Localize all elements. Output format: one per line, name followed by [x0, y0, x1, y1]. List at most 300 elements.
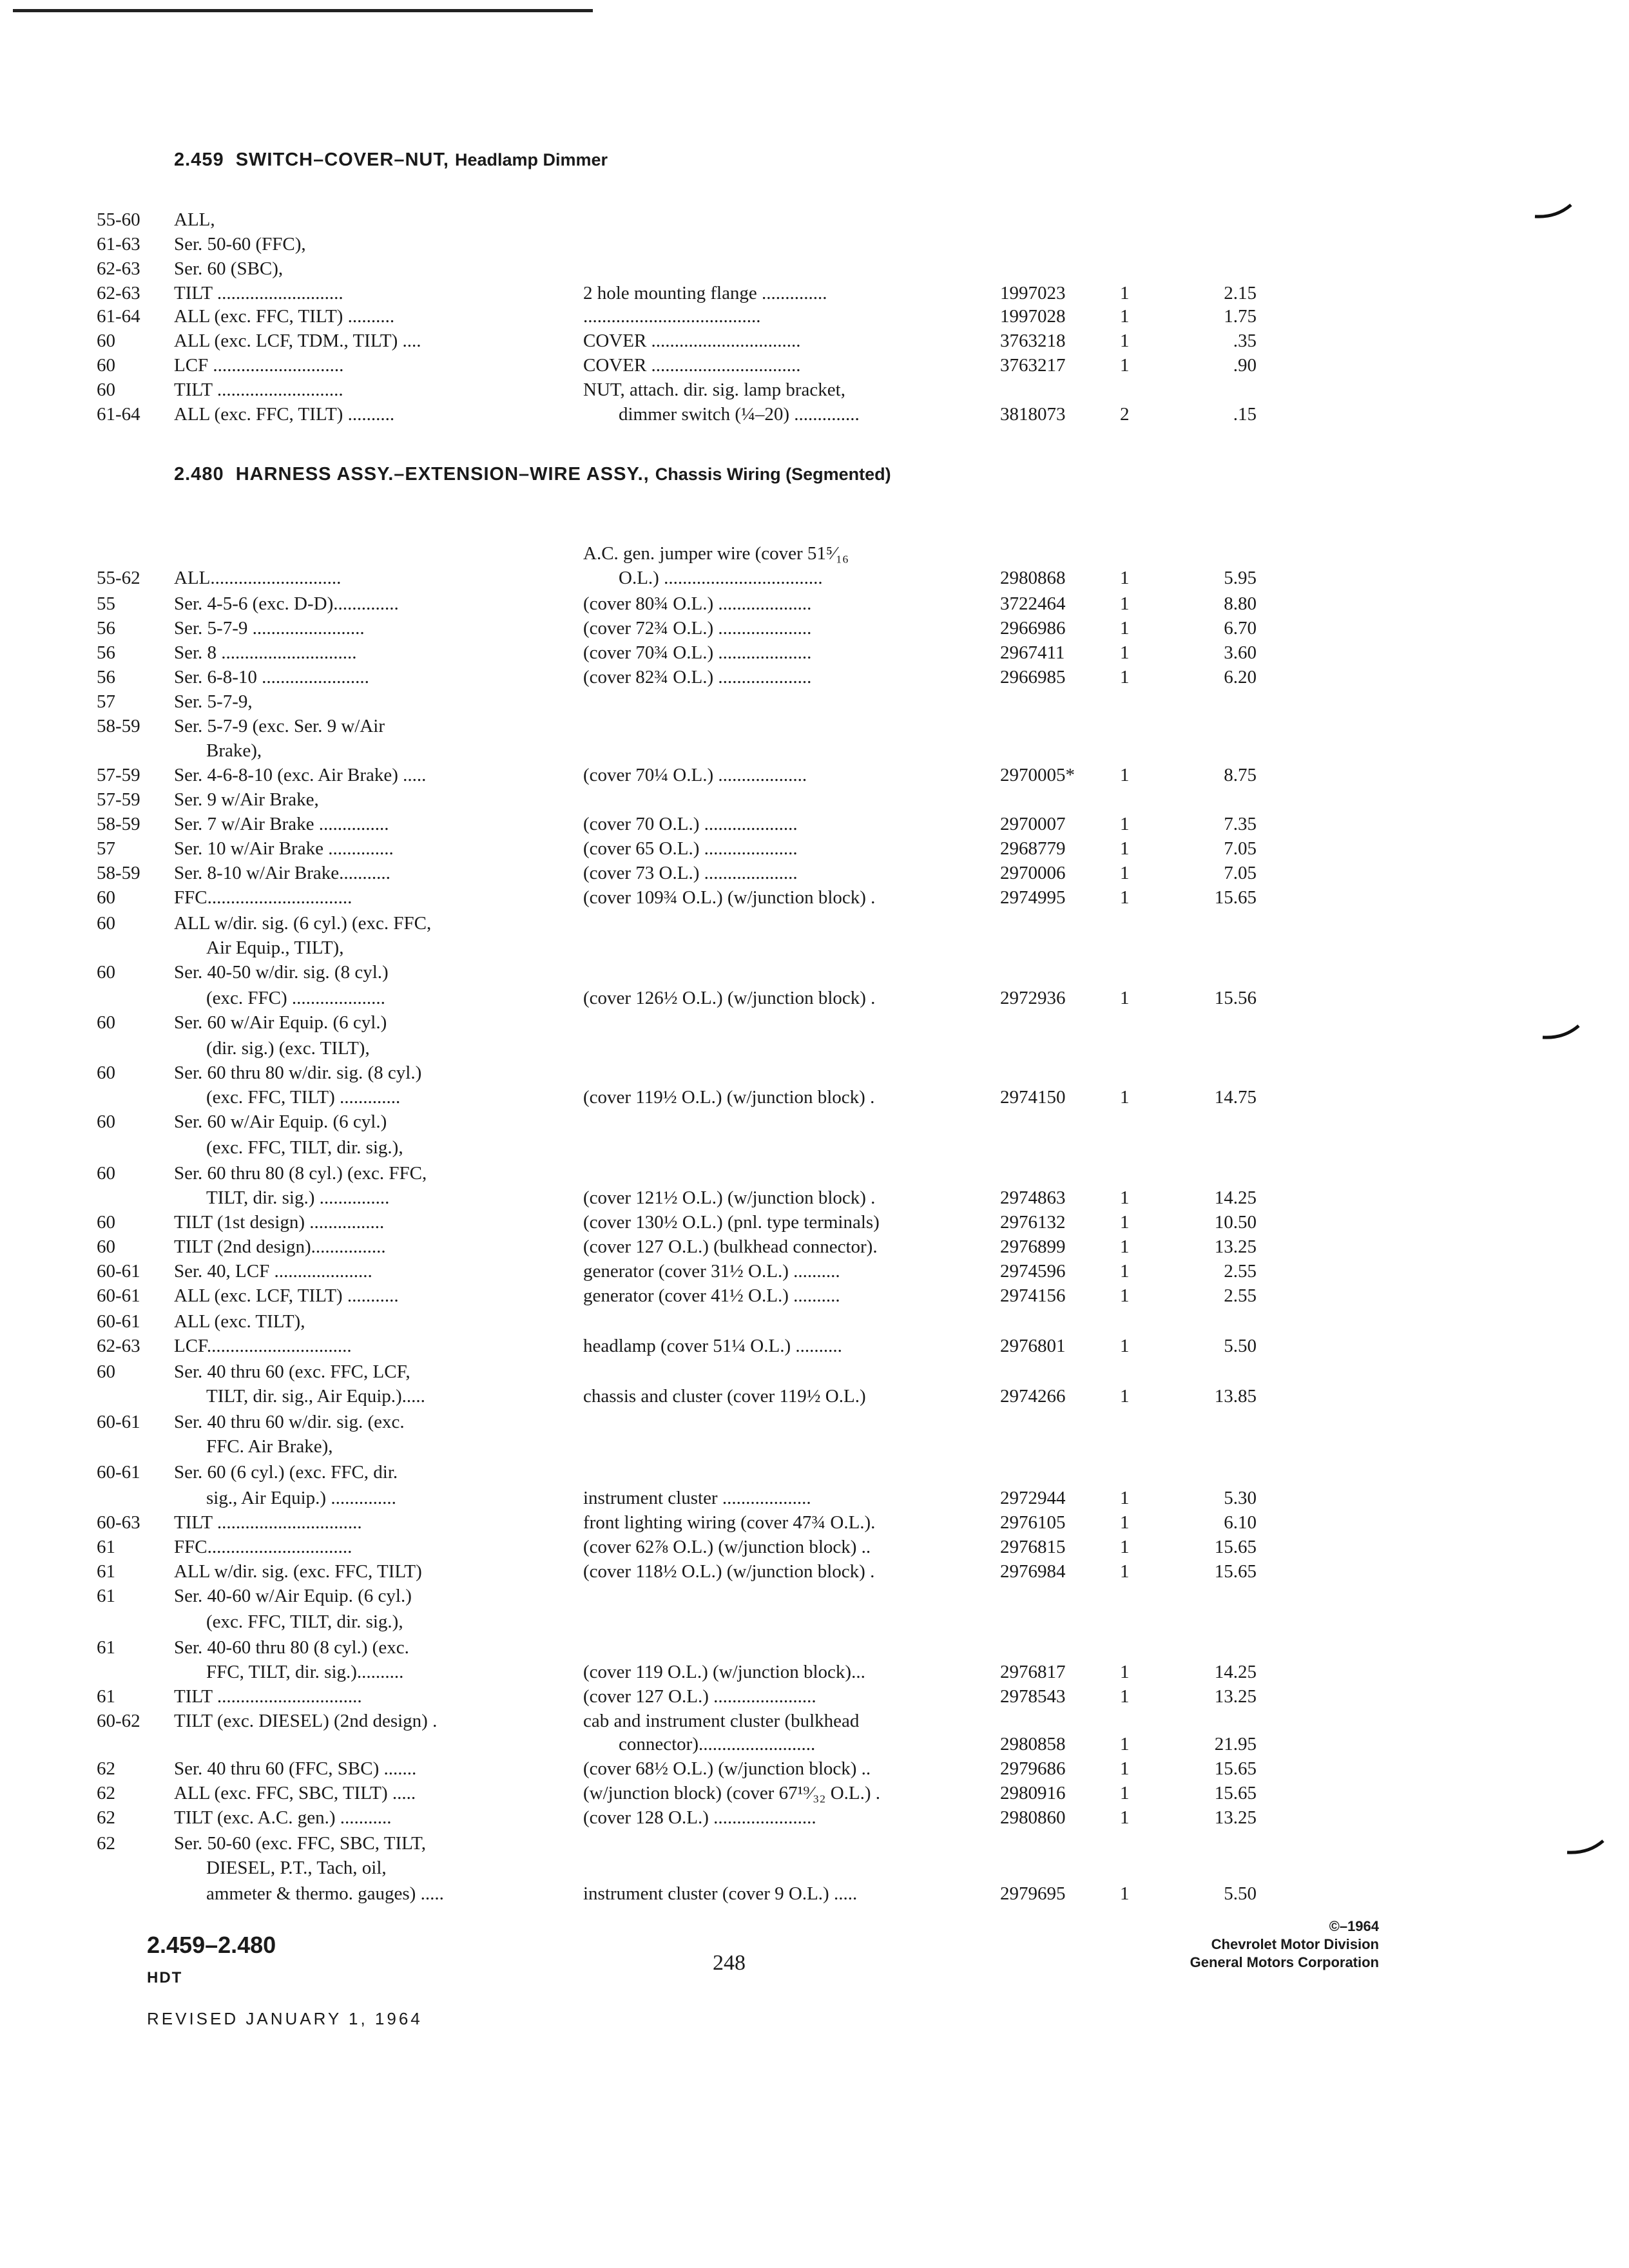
price-cell: 2.55 — [1224, 1285, 1257, 1306]
application-cell: Ser. 40 thru 60 w/dir. sig. (exc. — [174, 1412, 405, 1432]
table-row — [0, 1135, 1629, 1160]
description-cell: headlamp (cover 51¼ O.L.) .......... — [583, 1336, 842, 1356]
description-cell: (cover 126½ O.L.) (w/junction block) . — [583, 988, 876, 1008]
part-number-cell: 2980860 — [1000, 1807, 1066, 1828]
application-cell: FFC, TILT, dir. sig.).......... — [206, 1662, 404, 1682]
section-title: SWITCH–COVER–NUT, — [235, 149, 449, 170]
part-number-cell: 2979695 — [1000, 1883, 1066, 1904]
description-cell: chassis and cluster (cover 119½ O.L.) — [583, 1386, 866, 1407]
model-years-cell: 60 — [97, 1111, 115, 1132]
description-cell: dimmer switch (¼–20) .............. — [619, 404, 860, 425]
model-years-cell: 55-60 — [97, 209, 140, 230]
description-cell: (cover 127 O.L.) (bulkhead connector). — [583, 1236, 878, 1257]
application-cell: LCF ............................ — [174, 355, 344, 376]
part-number-cell: 2976132 — [1000, 1212, 1066, 1233]
description-cell: COVER ................................ — [583, 355, 801, 376]
model-years-cell: 60 — [97, 1212, 115, 1233]
price-cell: 13.25 — [1214, 1236, 1257, 1257]
model-years-cell: 58-59 — [97, 716, 140, 736]
application-cell: Ser. 40-50 w/dir. sig. (8 cyl.) — [174, 962, 389, 983]
table-row — [0, 353, 1629, 378]
model-years-cell: 57-59 — [97, 789, 140, 810]
price-cell: .35 — [1233, 331, 1257, 351]
model-years-cell: 61 — [97, 1686, 115, 1707]
application-cell: Ser. 50-60 (exc. FFC, SBC, TILT, — [174, 1833, 426, 1854]
footer-division-code: HDT — [147, 1969, 183, 1986]
application-cell: ALL (exc. TILT), — [174, 1311, 305, 1332]
application-cell: Air Equip., TILT), — [206, 937, 344, 958]
model-years-cell: 62 — [97, 1833, 115, 1854]
table-row — [0, 1161, 1629, 1186]
model-years-cell: 57 — [97, 691, 115, 712]
application-cell: Ser. 50-60 (FFC), — [174, 234, 306, 255]
quantity-cell: 1 — [1120, 1537, 1130, 1557]
model-years-cell: 58-59 — [97, 814, 140, 834]
application-cell: FFC............................... — [174, 887, 352, 908]
application-cell: ALL (exc. LCF, TDM., TILT) .... — [174, 331, 421, 351]
description-cell: (cover 80¾ O.L.) .................... — [583, 593, 812, 614]
quantity-cell: 1 — [1120, 618, 1130, 639]
section-heading — [174, 464, 891, 485]
description-cell: (cover 65 O.L.) .................... — [583, 838, 798, 859]
description-cell: (cover 82¾ O.L.) .................... — [583, 667, 812, 687]
application-cell: Ser. 40, LCF ..................... — [174, 1261, 372, 1282]
quantity-cell: 1 — [1120, 1807, 1130, 1828]
description-cell: instrument cluster (cover 9 O.L.) ..... — [583, 1883, 858, 1904]
quantity-cell: 1 — [1120, 283, 1130, 303]
price-cell: 1.75 — [1224, 306, 1257, 327]
table-row — [0, 566, 1629, 590]
table-row — [0, 1610, 1629, 1634]
model-years-cell: 60-61 — [97, 1285, 140, 1306]
table-row — [0, 986, 1629, 1010]
quantity-cell: 1 — [1120, 814, 1130, 834]
table-row — [0, 1781, 1629, 1805]
table-row — [0, 689, 1629, 714]
model-years-cell: 62-63 — [97, 258, 140, 279]
table-row — [0, 402, 1629, 427]
model-years-cell: 56 — [97, 618, 115, 639]
table-row — [0, 1559, 1629, 1584]
description-cell: cab and instrument cluster (bulkhead — [583, 1711, 860, 1731]
table-row — [0, 1684, 1629, 1709]
application-cell: ALL w/dir. sig. (6 cyl.) (exc. FFC, — [174, 913, 432, 934]
application-cell: Ser. 8 ............................. — [174, 642, 357, 663]
part-number-cell: 2979686 — [1000, 1758, 1066, 1779]
model-years-cell: 62 — [97, 1807, 115, 1828]
model-years-cell: 60 — [97, 1163, 115, 1184]
application-cell: Brake), — [206, 740, 262, 761]
part-number-cell: 2968779 — [1000, 838, 1066, 859]
model-years-cell: 60-61 — [97, 1412, 140, 1432]
table-row — [0, 1434, 1629, 1459]
part-number-cell: 2976801 — [1000, 1336, 1066, 1356]
description-cell: front lighting wiring (cover 47¾ O.L.). — [583, 1512, 876, 1533]
quantity-cell: 1 — [1120, 1662, 1130, 1682]
division-name: Chevrolet Motor Division — [1211, 1936, 1379, 1952]
table-row — [0, 1283, 1629, 1308]
description-cell: (cover 127 O.L.) ...................... — [583, 1686, 816, 1707]
part-number-cell: 2974266 — [1000, 1386, 1066, 1407]
model-years-cell: 61 — [97, 1537, 115, 1557]
copyright-block — [1095, 1917, 1379, 1972]
table-row — [0, 591, 1629, 616]
model-years-cell: 61-63 — [97, 234, 140, 255]
quantity-cell: 1 — [1120, 988, 1130, 1008]
price-cell: 13.25 — [1214, 1686, 1257, 1707]
application-cell: Ser. 7 w/Air Brake ............... — [174, 814, 389, 834]
section-heading — [174, 149, 608, 171]
table-row — [0, 1831, 1629, 1856]
part-number-cell: 2976984 — [1000, 1561, 1066, 1582]
table-row — [0, 1334, 1629, 1358]
application-cell: FFC. Air Brake), — [206, 1436, 333, 1457]
application-cell: DIESEL, P.T., Tach, oil, — [206, 1858, 387, 1878]
table-row — [0, 1186, 1629, 1210]
application-cell: Ser. 60 (6 cyl.) (exc. FFC, dir. — [174, 1462, 398, 1483]
table-row — [0, 812, 1629, 836]
part-number-cell: 1997028 — [1000, 306, 1066, 327]
section-number: 2.480 — [174, 464, 224, 485]
quantity-cell: 1 — [1120, 1488, 1130, 1508]
table-row — [0, 665, 1629, 689]
application-cell: (dir. sig.) (exc. TILT), — [206, 1038, 370, 1059]
application-cell: (exc. FFC, TILT) ............. — [206, 1087, 401, 1108]
application-cell: Ser. 40 thru 60 (FFC, SBC) ....... — [174, 1758, 417, 1779]
description-cell: generator (cover 31½ O.L.) .......... — [583, 1261, 840, 1282]
description-cell: (cover 73 O.L.) .................... — [583, 863, 798, 883]
part-number-cell: 2980858 — [1000, 1734, 1066, 1754]
application-cell: ALL............................ — [174, 568, 342, 588]
description-cell: ...................................... — [583, 306, 761, 327]
table-row — [0, 1709, 1629, 1733]
description-cell: NUT, attach. dir. sig. lamp bracket, — [583, 380, 845, 400]
model-years-cell: 62 — [97, 1758, 115, 1779]
application-cell: sig., Air Equip.) .............. — [206, 1488, 396, 1508]
part-number-cell: 3763217 — [1000, 355, 1066, 376]
price-cell: 15.65 — [1214, 1758, 1257, 1779]
price-cell: 5.30 — [1224, 1488, 1257, 1508]
model-years-cell: 60-61 — [97, 1311, 140, 1332]
model-years-cell: 61-64 — [97, 306, 140, 327]
application-cell: Ser. 60 thru 80 (8 cyl.) (exc. FFC, — [174, 1163, 427, 1184]
footer-revised-date: REVISED JANUARY 1, 1964 — [147, 2009, 423, 2028]
table-row — [0, 1856, 1629, 1880]
section-subtitle: Chassis Wiring (Segmented) — [655, 465, 891, 484]
part-number-cell: 2976105 — [1000, 1512, 1066, 1533]
section-number: 2.459 — [174, 149, 224, 170]
quantity-cell: 1 — [1120, 1336, 1130, 1356]
quantity-cell: 1 — [1120, 1386, 1130, 1407]
application-cell: Ser. 6-8-10 ....................... — [174, 667, 369, 687]
description-cell: (cover 119 O.L.) (w/junction block)... — [583, 1662, 865, 1682]
application-cell: FFC............................... — [174, 1537, 352, 1557]
table-row — [0, 1660, 1629, 1684]
table-row — [0, 1881, 1629, 1906]
price-cell: 15.65 — [1214, 1537, 1257, 1557]
price-cell: .90 — [1233, 355, 1257, 376]
price-cell: 10.50 — [1214, 1212, 1257, 1233]
description-cell: instrument cluster ................... — [583, 1488, 811, 1508]
application-cell: TILT (exc. DIESEL) (2nd design) . — [174, 1711, 438, 1731]
table-row — [0, 1010, 1629, 1035]
model-years-cell: 60-61 — [97, 1462, 140, 1483]
part-number-cell: 2974156 — [1000, 1285, 1066, 1306]
price-cell: 15.65 — [1214, 887, 1257, 908]
description-cell: (cover 70 O.L.) .................... — [583, 814, 798, 834]
table-row — [0, 1085, 1629, 1110]
quantity-cell: 1 — [1120, 306, 1130, 327]
table-row — [0, 738, 1629, 763]
table-row — [0, 763, 1629, 787]
table-row — [0, 1535, 1629, 1559]
description-cell: (cover 109¾ O.L.) (w/junction block) . — [583, 887, 876, 908]
price-cell: 7.35 — [1224, 814, 1257, 834]
quantity-cell: 1 — [1120, 1212, 1130, 1233]
price-cell: 5.95 — [1224, 568, 1257, 588]
table-row — [0, 911, 1629, 936]
description-cell: (cover 70¼ O.L.) ................... — [583, 765, 807, 785]
table-row — [0, 936, 1629, 960]
application-cell: TILT (1st design) ................ — [174, 1212, 385, 1233]
quantity-cell: 1 — [1120, 642, 1130, 663]
quantity-cell: 1 — [1120, 1261, 1130, 1282]
table-row — [0, 616, 1629, 640]
application-cell: Ser. 4-5-6 (exc. D-D).............. — [174, 593, 399, 614]
part-number-cell: 2974150 — [1000, 1087, 1066, 1108]
application-cell: Ser. 5-7-9, — [174, 691, 253, 712]
table-row — [0, 1460, 1629, 1485]
application-cell: Ser. 60 thru 80 w/dir. sig. (8 cyl.) — [174, 1062, 422, 1083]
quantity-cell: 1 — [1120, 593, 1130, 614]
description-cell: connector)......................... — [619, 1734, 816, 1754]
description-cell: A.C. gen. jumper wire (cover 51⁵⁄₁₆ — [583, 543, 849, 564]
application-cell: ALL, — [174, 209, 215, 230]
part-number-cell: 2978543 — [1000, 1686, 1066, 1707]
application-cell: Ser. 40-60 thru 80 (8 cyl.) (exc. — [174, 1637, 409, 1658]
quantity-cell: 2 — [1120, 404, 1130, 425]
description-cell: (cover 130½ O.L.) (pnl. type terminals) — [583, 1212, 880, 1233]
application-cell: ALL (exc. FFC, TILT) .......... — [174, 306, 395, 327]
quantity-cell: 1 — [1120, 1087, 1130, 1108]
application-cell: Ser. 5-7-9 (exc. Ser. 9 w/Air — [174, 716, 385, 736]
model-years-cell: 58-59 — [97, 863, 140, 883]
part-number-cell: 2974995 — [1000, 887, 1066, 908]
model-years-cell: 55-62 — [97, 568, 140, 588]
model-years-cell: 61 — [97, 1637, 115, 1658]
table-row — [0, 1235, 1629, 1259]
model-years-cell: 60 — [97, 331, 115, 351]
price-cell: 3.60 — [1224, 642, 1257, 663]
price-cell: 21.95 — [1214, 1734, 1257, 1754]
description-cell: generator (cover 41½ O.L.) .......... — [583, 1285, 840, 1306]
price-cell: 15.56 — [1214, 988, 1257, 1008]
table-row — [0, 1486, 1629, 1510]
application-cell: (exc. FFC, TILT, dir. sig.), — [206, 1611, 403, 1632]
model-years-cell: 61 — [97, 1561, 115, 1582]
part-number-cell: 2976899 — [1000, 1236, 1066, 1257]
price-cell: 15.65 — [1214, 1783, 1257, 1803]
part-number-cell: 1997023 — [1000, 283, 1066, 303]
quantity-cell: 1 — [1120, 863, 1130, 883]
quantity-cell: 1 — [1120, 1512, 1130, 1533]
description-cell: (w/junction block) (cover 67¹⁹⁄₃₂ O.L.) . — [583, 1783, 881, 1803]
quantity-cell: 1 — [1120, 838, 1130, 859]
application-cell: ammeter & thermo. gauges) ..... — [206, 1883, 444, 1904]
quantity-cell: 1 — [1120, 1734, 1130, 1754]
table-row — [0, 1635, 1629, 1660]
application-cell: (exc. FFC, TILT, dir. sig.), — [206, 1137, 403, 1158]
application-cell: Ser. 5-7-9 ........................ — [174, 618, 365, 639]
table-row — [0, 1309, 1629, 1334]
quantity-cell: 1 — [1120, 667, 1130, 687]
price-cell: 6.20 — [1224, 667, 1257, 687]
model-years-cell: 62-63 — [97, 1336, 140, 1356]
table-row — [0, 1210, 1629, 1235]
table-row — [0, 232, 1629, 256]
table-row — [0, 714, 1629, 738]
application-cell: Ser. 40 thru 60 (exc. FFC, LCF, — [174, 1361, 410, 1382]
model-years-cell: 60 — [97, 380, 115, 400]
model-years-cell: 60 — [97, 355, 115, 376]
description-cell: (cover 119½ O.L.) (w/junction block) . — [583, 1087, 875, 1108]
application-cell: TILT, dir. sig., Air Equip.)..... — [206, 1386, 425, 1407]
description-cell: (cover 70¾ O.L.) .................... — [583, 642, 812, 663]
table-row — [0, 329, 1629, 353]
model-years-cell: 57-59 — [97, 765, 140, 785]
model-years-cell: 57 — [97, 838, 115, 859]
quantity-cell: 1 — [1120, 331, 1130, 351]
copyright-year: ©–1964 — [1329, 1918, 1379, 1934]
model-years-cell: 60 — [97, 962, 115, 983]
part-number-cell: 3818073 — [1000, 404, 1066, 425]
part-number-cell: 2974596 — [1000, 1261, 1066, 1282]
model-years-cell: 60 — [97, 913, 115, 934]
table-row — [0, 836, 1629, 861]
part-number-cell: 2970005* — [1000, 765, 1075, 785]
part-number-cell: 2980868 — [1000, 568, 1066, 588]
application-cell: TILT, dir. sig.) ............... — [206, 1187, 390, 1208]
application-cell: Ser. 9 w/Air Brake, — [174, 789, 319, 810]
price-cell: 6.70 — [1224, 618, 1257, 639]
application-cell: Ser. 60 w/Air Equip. (6 cyl.) — [174, 1012, 387, 1033]
application-cell: TILT (2nd design)................ — [174, 1236, 386, 1257]
table-row — [0, 1384, 1629, 1408]
quantity-cell: 1 — [1120, 765, 1130, 785]
application-cell: TILT ............................... — [174, 1512, 362, 1533]
part-number-cell: 2974863 — [1000, 1187, 1066, 1208]
model-years-cell: 56 — [97, 642, 115, 663]
table-row — [0, 378, 1629, 402]
part-number-cell: 2966985 — [1000, 667, 1066, 687]
price-cell: 5.50 — [1224, 1883, 1257, 1904]
price-cell: 8.75 — [1224, 765, 1257, 785]
quantity-cell: 1 — [1120, 1561, 1130, 1582]
quantity-cell: 1 — [1120, 568, 1130, 588]
part-number-cell: 2970007 — [1000, 814, 1066, 834]
table-row — [0, 1732, 1629, 1756]
price-cell: 14.25 — [1214, 1187, 1257, 1208]
footer-section-range: 2.459–2.480 — [147, 1932, 276, 1958]
model-years-cell: 56 — [97, 667, 115, 687]
description-cell: (cover 62⅞ O.L.) (w/junction block) .. — [583, 1537, 871, 1557]
table-row — [0, 207, 1629, 232]
table-row — [0, 1036, 1629, 1061]
application-cell: ALL (exc. LCF, TILT) ........... — [174, 1285, 399, 1306]
section-title: HARNESS ASSY.–EXTENSION–WIRE ASSY., — [235, 464, 650, 485]
price-cell: 13.25 — [1214, 1807, 1257, 1828]
part-number-cell: 3763218 — [1000, 331, 1066, 351]
scan-edge-rule — [13, 9, 593, 12]
page-number: 248 — [713, 1951, 746, 1975]
price-cell: 2.15 — [1224, 283, 1257, 303]
model-years-cell: 62-63 — [97, 283, 140, 303]
model-years-cell: 61-64 — [97, 404, 140, 425]
price-cell: 8.80 — [1224, 593, 1257, 614]
quantity-cell: 1 — [1120, 1236, 1130, 1257]
application-cell: Ser. 60 w/Air Equip. (6 cyl.) — [174, 1111, 387, 1132]
description-cell: O.L.) .................................. — [619, 568, 823, 588]
price-cell: 15.65 — [1214, 1561, 1257, 1582]
application-cell: Ser. 40-60 w/Air Equip. (6 cyl.) — [174, 1586, 412, 1606]
description-cell: (cover 121½ O.L.) (w/junction block) . — [583, 1187, 876, 1208]
table-row — [0, 256, 1629, 281]
part-number-cell: 2976815 — [1000, 1537, 1066, 1557]
part-number-cell: 2967411 — [1000, 642, 1065, 663]
table-row — [0, 1360, 1629, 1384]
application-cell: Ser. 60 (SBC), — [174, 258, 284, 279]
application-cell: ALL w/dir. sig. (exc. FFC, TILT) — [174, 1561, 422, 1582]
part-number-cell: 3722464 — [1000, 593, 1066, 614]
part-number-cell: 2972936 — [1000, 988, 1066, 1008]
model-years-cell: 60-63 — [97, 1512, 140, 1533]
quantity-cell: 1 — [1120, 887, 1130, 908]
model-years-cell: 60 — [97, 1062, 115, 1083]
application-cell: LCF............................... — [174, 1336, 352, 1356]
description-cell: (cover 72¾ O.L.) .................... — [583, 618, 812, 639]
application-cell: TILT ........................... — [174, 380, 343, 400]
price-cell: 14.25 — [1214, 1662, 1257, 1682]
table-row — [0, 960, 1629, 985]
table-row — [0, 281, 1629, 305]
price-cell: 5.50 — [1224, 1336, 1257, 1356]
quantity-cell: 1 — [1120, 1187, 1130, 1208]
quantity-cell: 1 — [1120, 1783, 1130, 1803]
corporation-name: General Motors Corporation — [1190, 1954, 1379, 1970]
application-cell: TILT ........................... — [174, 283, 343, 303]
table-row — [0, 640, 1629, 665]
description-cell: (cover 68½ O.L.) (w/junction block) .. — [583, 1758, 871, 1779]
table-row — [0, 1510, 1629, 1535]
part-number-cell: 2976817 — [1000, 1662, 1066, 1682]
quantity-cell: 1 — [1120, 1285, 1130, 1306]
price-cell: 6.10 — [1224, 1512, 1257, 1533]
description-cell: (cover 118½ O.L.) (w/junction block) . — [583, 1561, 875, 1582]
table-row — [0, 1110, 1629, 1134]
application-cell: (exc. FFC) .................... — [206, 988, 385, 1008]
table-row — [0, 1584, 1629, 1608]
model-years-cell: 60 — [97, 1361, 115, 1382]
price-cell: 7.05 — [1224, 863, 1257, 883]
model-years-cell: 60 — [97, 1236, 115, 1257]
description-cell: (cover 128 O.L.) ...................... — [583, 1807, 816, 1828]
model-years-cell: 60-62 — [97, 1711, 140, 1731]
part-number-cell: 2972944 — [1000, 1488, 1066, 1508]
table-row — [0, 1259, 1629, 1283]
quantity-cell: 1 — [1120, 1758, 1130, 1779]
table-row — [0, 304, 1629, 329]
application-cell: TILT (exc. A.C. gen.) ........... — [174, 1807, 392, 1828]
